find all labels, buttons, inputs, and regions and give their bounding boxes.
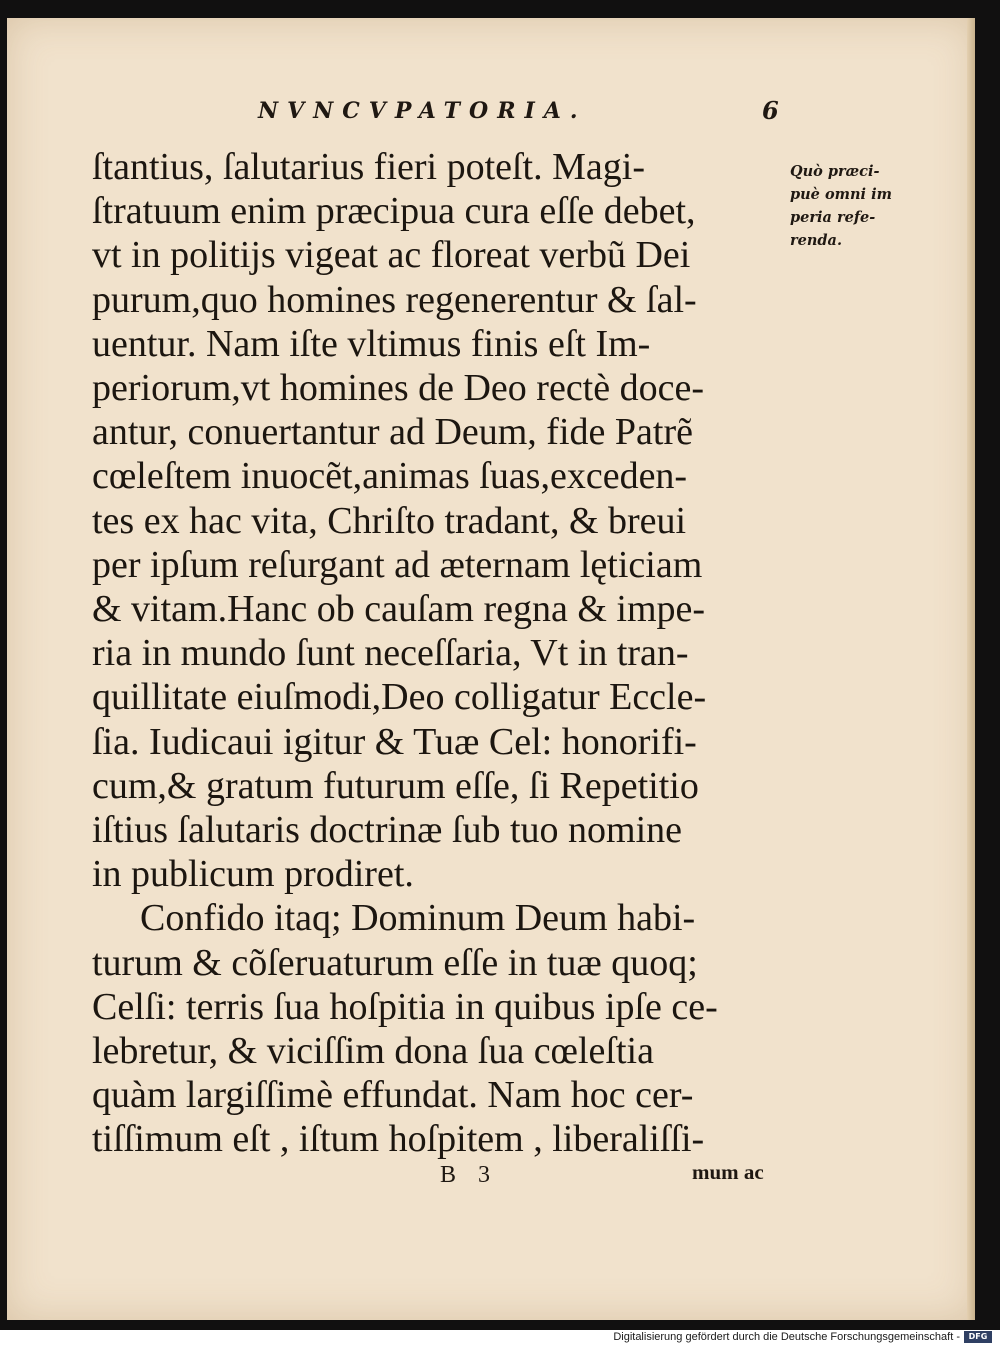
text-line: ſtantius, ſalutarius fieri poteſt. Magi- bbox=[92, 146, 645, 188]
text-line: cœleſtem inuocẽt,animas ſuas,exceden- bbox=[92, 455, 688, 498]
text-line: per ipſum reſurgant ad æternam lęticiam bbox=[92, 543, 703, 586]
text-line: periorum,vt homines de Deo rectè doce- bbox=[92, 367, 704, 410]
text-line: Celſi: terris ſua hoſpitia in quibus ipſe ce- bbox=[92, 985, 718, 1028]
text-line: iſtius ſalutaris doctrinæ ſub tuo nomine bbox=[92, 809, 683, 852]
page-edge bbox=[967, 18, 975, 1320]
text-line: purum,quo homines regenerentur & ſal- bbox=[92, 278, 697, 321]
text-line: quillitate eiuſmodi,Deo colligatur Eccle- bbox=[92, 676, 707, 719]
main-text-block bbox=[92, 145, 792, 1162]
funding-credit: Digitalisierung gefördert durch die Deutsche Forschungsgemeinschaft - bbox=[613, 1331, 960, 1343]
marginal-note-line: renda. bbox=[790, 232, 842, 249]
text-line: vt in politijs vigeat ac floreat verbũ Dei bbox=[92, 234, 691, 277]
text-line: cum,& gratum futurum eſſe, ſi Repetitio bbox=[92, 764, 699, 807]
marginal-note bbox=[790, 160, 930, 252]
catchword: mum ac bbox=[692, 1160, 764, 1184]
text-line: ſtratuum enim præcipua cura eſſe debet, bbox=[92, 190, 696, 233]
text-line: ſia. Iudicaui igitur & Tuæ Cel: honorifi- bbox=[92, 720, 697, 763]
running-title: NVNCVPATORIA. bbox=[258, 98, 587, 124]
text-line: in publicum prodiret. bbox=[92, 853, 414, 896]
footer-bar bbox=[0, 1330, 1000, 1346]
page-number: 6 bbox=[762, 96, 779, 125]
text-line: uentur. Nam iſte vltimus finis eſt Im- bbox=[92, 322, 651, 365]
marginal-note-line: Quò præci- bbox=[790, 163, 880, 180]
text-line: ria in mundo ſunt neceſſaria, Vt in tran- bbox=[92, 632, 689, 675]
text-line: quàm largiſſimè effundat. Nam hoc cer- bbox=[92, 1074, 694, 1117]
dfg-logo-icon: DFG bbox=[964, 1331, 992, 1343]
marginal-note-line: puè omni im bbox=[790, 186, 892, 203]
paragraph-start-line: Confido itaq; Dominum Deum habi- bbox=[140, 897, 696, 940]
text-line: antur, conuertantur ad Deum, fide Patrẽ bbox=[92, 411, 693, 454]
signature-mark: B 3 bbox=[440, 1162, 499, 1188]
text-line: tiſſimum eſt , iſtum hoſpitem , liberaliſſi- bbox=[92, 1118, 705, 1161]
text-line: & vitam.Hanc ob cauſam regna & impe- bbox=[92, 588, 706, 631]
text-line: tes ex hac vita, Chriſto tradant, & breui bbox=[92, 499, 687, 542]
text-line: lebretur, & viciſſim dona ſua cœleſtia bbox=[92, 1030, 654, 1073]
text-line: turum & cõſeruaturum eſſe in tuæ quoq; bbox=[92, 941, 698, 984]
marginal-note-line: peria refe- bbox=[790, 209, 876, 226]
